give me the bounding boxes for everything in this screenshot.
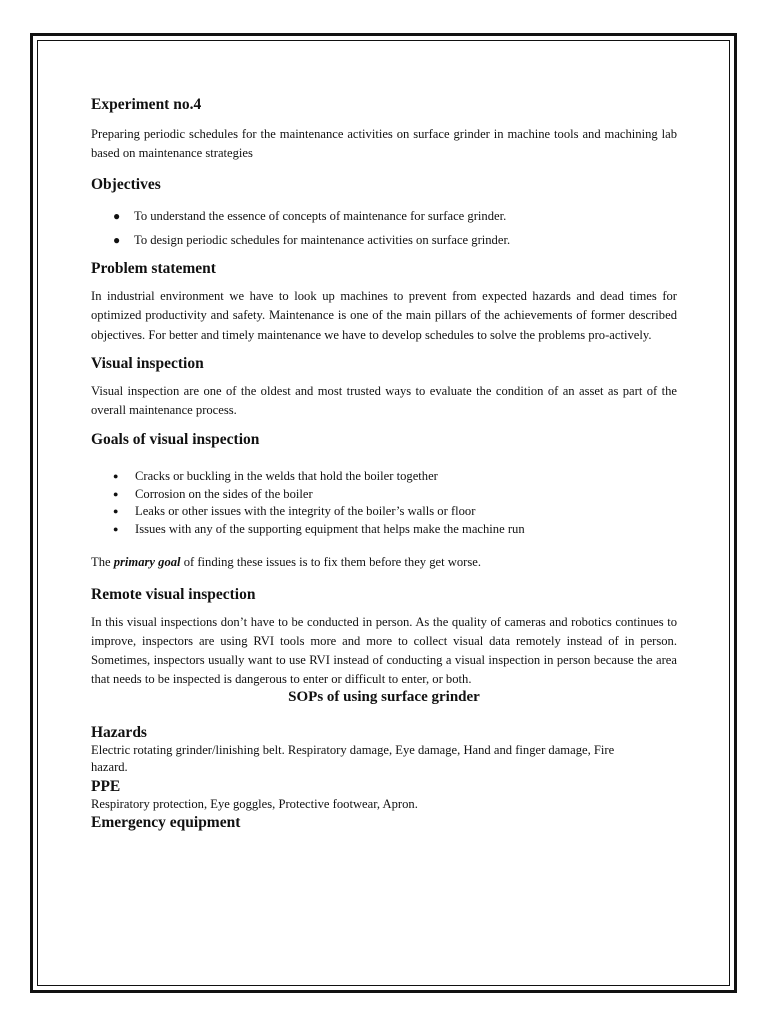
goal-item: ● Issues with any of the supporting equipment that helps make the machine run — [91, 521, 677, 539]
goal-item: ● Leaks or other issues with the integrity of the boiler’s walls or floor — [91, 503, 677, 521]
problem-text: In industrial environment we have to look up machines to prevent from expected hazards and dead times for optimized productivity and safety. Maintenance is one of the main pillars of the achievements of former described objectives. For better and timely maintenance we have to develop schedules to solve the problems pro-actively. — [91, 288, 677, 342]
experiment-intro: Preparing periodic schedules for the maintenance activities on surface grinder in machine tools and machining lab based on maintenance strategies — [91, 127, 677, 161]
objective-item: ● To design periodic schedules for maintenance activities on surface grinder. — [91, 230, 677, 250]
experiment-title: Experiment no.4 — [91, 96, 202, 113]
goals-list — [91, 468, 677, 539]
goal-item: ● Corrosion on the sides of the boiler — [91, 486, 677, 504]
objectives-list — [91, 206, 677, 250]
visual-inspection-text: Visual inspection are one of the oldest and most trusted ways to evaluate the condition of an asset as part of the overall maintenance process. — [91, 384, 677, 418]
primary-goal-note: The primary goal of finding these issues is to fix them before they get worse. — [91, 555, 481, 570]
objective-item: ● To understand the essence of concepts of maintenance for surface grinder. — [91, 206, 677, 226]
ppe-text: Respiratory protection, Eye goggles, Protective footwear, Apron. — [91, 796, 418, 811]
bullet-icon: ● — [113, 488, 119, 499]
bullet-icon: ● — [113, 524, 119, 535]
sop-heading: SOPs of using surface grinder — [288, 688, 480, 705]
remote-text: In this visual inspections don’t have to be conducted in person. As the quality of cameras and robotics continues to improve, inspectors are using RVI tools more and more to collect visual data remotely instead of in person. Sometimes, inspectors usually want to use RVI instead of conducting a visual inspection in person because the area that needs to be inspected is dangerous to enter or difficult to enter, or both. — [91, 615, 677, 686]
primary-goal-emphasis: primary goal — [113, 555, 181, 570]
remote-heading: Remote visual inspection — [91, 586, 256, 604]
ppe-heading: PPE — [91, 777, 121, 795]
emergency-heading: Emergency equipment — [91, 814, 241, 832]
hazards-text: Electric rotating grinder/linishing belt. Respiratory damage, Eye damage, Hand and finger damage, Fire hazard. — [91, 742, 615, 775]
bullet-icon: ● — [113, 506, 119, 517]
goal-item: ● Cracks or buckling in the welds that hold the boiler together — [91, 468, 677, 486]
visual-inspection-heading: Visual inspection — [91, 355, 204, 373]
goals-heading: Goals of visual inspection — [91, 430, 260, 448]
bullet-icon: ● — [113, 208, 121, 223]
problem-heading: Problem statement — [91, 259, 216, 277]
document-body — [91, 96, 677, 832]
bullet-icon: ● — [113, 470, 119, 481]
hazards-heading: Hazards — [91, 723, 147, 741]
bullet-icon: ● — [113, 232, 121, 247]
objectives-heading: Objectives — [91, 175, 161, 193]
